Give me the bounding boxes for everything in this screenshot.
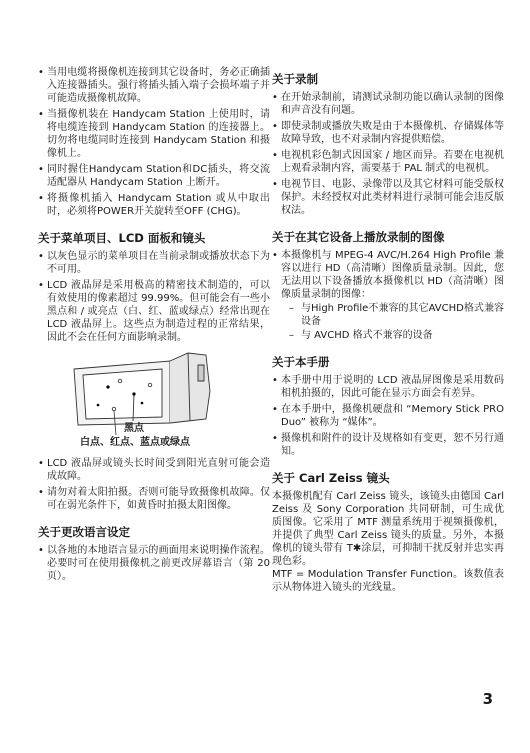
section-heading-recording: 关于录制 [272, 72, 318, 86]
list-item: • 当用电缆将摄像机连接到其它设备时，务必正确插入连接器插头。强行将插头插入端子会损坏端子并可能造成摄像机故障。 [38, 66, 270, 105]
list-item: • 当摄像机装在 Handycam Station 上使用时，请将电缆连接到 Handycam Station 的连接器上。切勿将电缆同时连接到 Handycam Station 和摄像机上。 [38, 108, 270, 160]
list-item: • 本手册中用于说明的 LCD 液晶屏图像是采用数码相机拍摄的，因此可能在显示方面会有差异。 [272, 374, 504, 400]
manual-bullet-list [272, 374, 504, 458]
right-column [272, 66, 504, 594]
list-item: • 即使录制或播放失败是由于本摄像机、存储媒体等故障导致，也不对录制内容提供赔偿。 [272, 120, 504, 146]
recording-bullet-list [272, 91, 504, 217]
lcd-dots-figure [38, 351, 270, 451]
list-item: • 以灰色显示的菜单项目在当前录制或播放状态下为不可用。 [38, 250, 270, 276]
section-heading-language: 关于更改语言设定 [38, 525, 130, 539]
section-heading-zeiss: 关于 Carl Zeiss 镜头 [272, 471, 390, 485]
lcd-bullet-list [38, 250, 270, 344]
list-item: • LCD 液晶屏是采用极高的精密技术制造的，可以有效使用的像素超过 99.99%。但可能会有一些小黑点和 / 或亮点（白、红、蓝或绿点）经常出现在 LCD 液晶屏上。这些点为制造过程的正常结果，因此不会在任何方面影响录制。 [38, 279, 270, 344]
mtf-paragraph: MTF = Modulation Transfer Function。该数值表示从物体进入镜头的光线量。 [272, 569, 504, 593]
black-dots-label: 黑点 [124, 423, 144, 434]
color-dots-label: 白点、红点、蓝点或绿点 [80, 437, 190, 448]
list-item: • 将摄像机插入 Handycam Station 或从中取出时，必须将POWER开关旋转至OFF (CHG)。 [38, 192, 270, 218]
section-heading-playback: 关于在其它设备上播放录制的图像 [272, 230, 445, 244]
list-item: • 电视机彩色制式因国家 / 地区而异。若要在电视机上观看录制内容，需要基于 PAL 制式的电视机。 [272, 149, 504, 175]
list-item-text: 本摄像机与 MPEG-4 AVC/H.264 High Profile 兼容以进行 HD（高清晰）图像质量录制。因此，您无法用以下设备播放本摄像机以 HD（高清晰）图像质量录制的图像： [281, 250, 504, 300]
sub-list-item: – 与High Profile不兼容的其它AVCHD格式兼容设备 [281, 302, 504, 328]
list-item: • 电视节目、电影、录像带以及其它材料可能受版权保护。未经授权对此类材料进行录制可能会违反版权法。 [272, 178, 504, 217]
section-heading-lcd: 关于菜单项目、LCD 面板和镜头 [38, 231, 206, 245]
left-column [38, 66, 270, 586]
page-number: 3 [482, 690, 493, 708]
sub-list [281, 302, 504, 342]
list-item: • 以各地的本地语言显示的画面用来说明操作流程。必要时可在使用摄像机之前更改屏幕语言（第 20 页）。 [38, 544, 270, 583]
list-item: • 同时握住Handycam Station和DC插头，将交流适配器从 Handycam Station 上断开。 [38, 163, 270, 189]
sub-list-item: – 与 AVCHD 格式不兼容的设备 [281, 329, 504, 342]
list-item: • LCD 液晶屏或镜头长时间受到阳光直射可能会造成故障。 [38, 457, 270, 483]
list-item: • 在本手册中，摄像机硬盘和 “Memory Stick PRO Duo” 被称为 “媒体”。 [272, 403, 504, 429]
list-item: • 请勿对着太阳拍摄。否则可能导致摄像机故障。仅可在弱光条件下，如黄昏时拍摄太阳图像。 [38, 486, 270, 512]
list-item: • 摄像机和附件的设计及规格如有变更，恕不另行通知。 [272, 432, 504, 458]
list-item [272, 249, 504, 342]
section-heading-manual: 关于本手册 [272, 355, 330, 369]
intro-bullet-list [38, 66, 270, 218]
lcd-bullet-list-continued [38, 457, 270, 512]
language-bullet-list [38, 544, 270, 583]
list-item: • 在开始录制前，请测试录制功能以确认录制的图像和声音没有问题。 [272, 91, 504, 117]
playback-bullet-list [272, 249, 504, 342]
zeiss-paragraph: 本摄像机配有 Carl Zeiss 镜头，该镜头由德国 Carl Zeiss 及 Sony Corporation 共同研制，可生成优质图像。它采用了 MTF 测量系统用于视频摄像机，并提供了典型 Carl Zeiss 镜头的质量。另外，本摄像机的镜头带有 T✱涂层，可抑制干扰反射并忠实再现色彩。 [272, 491, 504, 567]
